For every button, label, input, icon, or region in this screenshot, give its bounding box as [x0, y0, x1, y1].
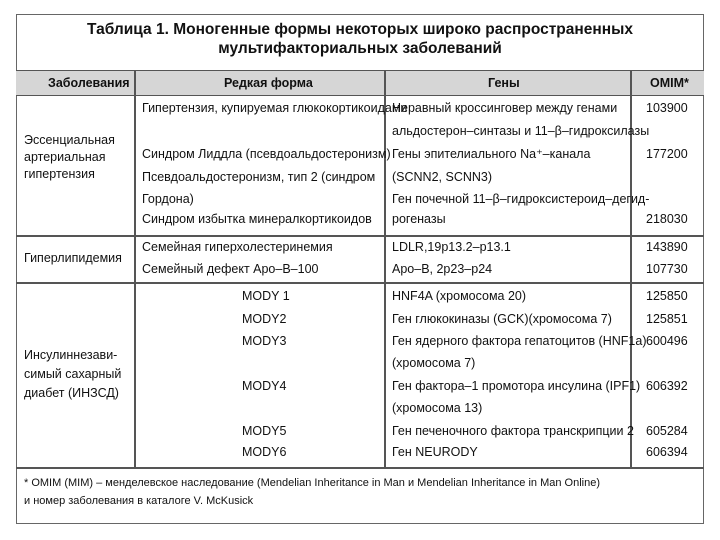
row-gene: Apo–B, 2p23–p24 [392, 262, 493, 276]
column-divider [134, 70, 136, 468]
row-omim: 177200 [646, 147, 688, 161]
row-gene: LDLR,19p13.2–p13.1 [392, 240, 511, 254]
header-omim: OMIM* [650, 76, 689, 90]
row-omim: 143890 [646, 240, 688, 254]
row-omim: 125851 [646, 312, 688, 326]
row-divider [16, 235, 704, 237]
row-disease: Эссенциальная [24, 133, 115, 147]
row-gene: Гены эпителиального Na⁺–канала [392, 147, 591, 161]
row-gene: рогеназы [392, 212, 446, 226]
row-form: Синдром избытка минералкортикоидов [142, 212, 372, 226]
row-divider [16, 467, 704, 469]
row-disease: симый сахарный [24, 367, 122, 381]
row-form: Семейный дефект Apo–B–100 [142, 262, 319, 276]
row-omim: 218030 [646, 212, 688, 226]
header-genes: Гены [488, 76, 520, 90]
row-disease: диабет (ИНЗСД) [24, 386, 119, 400]
table-title [16, 20, 704, 58]
row-gene: (SCNN2, SCNN3) [392, 170, 493, 184]
row-form: Семейная гиперхолестеринемия [142, 240, 333, 254]
row-gene: Ген ядерного фактора гепатоцитов (HNF1a) [392, 334, 647, 348]
table-header [16, 70, 704, 96]
footnote-line-2: и номер заболевания в каталоге V. McKusick [24, 495, 254, 507]
row-disease: Гиперлипидемия [24, 251, 122, 265]
row-form: Гипертензия, купируемая глюкокортикоидами [142, 101, 408, 115]
row-omim: 606392 [646, 379, 688, 393]
title-line-2: мультифакториальных заболеваний [218, 40, 502, 57]
row-gene: Ген печеночного фактора транскрипции 2 [392, 424, 634, 438]
row-gene: HNF4A (хромосома 20) [392, 289, 527, 303]
row-form: MODY6 [242, 445, 287, 459]
row-form: MODY3 [242, 334, 287, 348]
row-gene: Ген глюкокиназы (GCK)(хромосома 7) [392, 312, 612, 326]
row-gene: Неравный кроссинговер между генами [392, 101, 618, 115]
row-form: MODY 1 [242, 289, 290, 303]
row-form: MODY2 [242, 312, 287, 326]
row-form: Синдром Лиддла (псевдоальдостеронизм) [142, 147, 391, 161]
row-omim: 600496 [646, 334, 688, 348]
row-gene: альдостерон–синтазы и 11–β–гидроксилазы [392, 124, 650, 138]
row-omim: 103900 [646, 101, 688, 115]
row-omim: 605284 [646, 424, 688, 438]
row-gene: (хромосома 7) [392, 356, 476, 370]
row-form: Гордона) [142, 192, 194, 206]
row-gene: Ген фактора–1 промотора инсулина (IPF1) [392, 379, 641, 393]
header-disease: Заболевания [48, 76, 130, 90]
title-line-1: Таблица 1. Моногенные формы некоторых широко распространенных [87, 21, 633, 38]
header-rare-form: Редкая форма [224, 76, 313, 90]
row-omim: 107730 [646, 262, 688, 276]
row-gene: Ген NEURODY [392, 445, 478, 459]
column-divider [384, 70, 386, 468]
row-divider [16, 282, 704, 284]
row-form: Псевдоальдостеронизм, тип 2 (синдром [142, 170, 376, 184]
row-form: MODY4 [242, 379, 287, 393]
row-disease: Инсулиннезави- [24, 348, 118, 362]
footnote-line-1: * OMIM (MIM) – менделевское наследование (Mendelian Inheritance in Man и Mendelian Inheritance in Man Online) [24, 477, 600, 489]
row-omim: 606394 [646, 445, 688, 459]
row-omim: 125850 [646, 289, 688, 303]
row-form: MODY5 [242, 424, 287, 438]
row-gene: (хромосома 13) [392, 401, 483, 415]
row-gene: Ген почечной 11–β–гидроксистероид–дегид- [392, 192, 650, 206]
row-disease: гипертензия [24, 167, 95, 181]
row-disease: артериальная [24, 150, 106, 164]
